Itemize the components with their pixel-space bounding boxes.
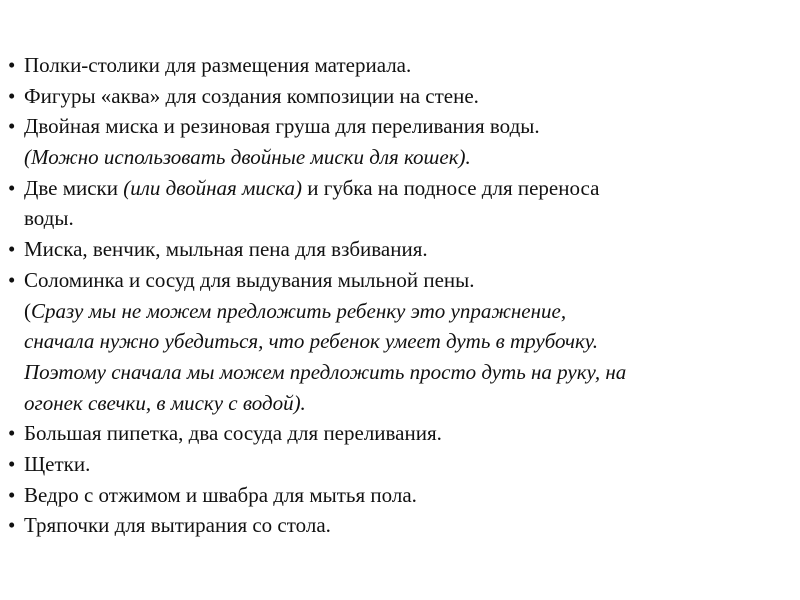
- list-item: [8, 449, 800, 480]
- item-text: Фигуры «аква» для создания композиции на стене.: [24, 83, 479, 108]
- list-item: [8, 265, 800, 296]
- item-text: Щетки.: [24, 451, 91, 476]
- italic-text: Поэтому сначала мы можем предложить просто дуть на руку, на: [24, 359, 627, 384]
- list-item: [8, 234, 800, 265]
- bullet-icon: •: [8, 83, 16, 108]
- italic-text: (Можно использовать двойные миски для кошек).: [24, 145, 471, 170]
- item-text: Две миски: [24, 175, 124, 200]
- bullet-icon: •: [8, 114, 16, 139]
- bullet-icon: •: [8, 267, 16, 292]
- list-item-continuation: [8, 296, 800, 327]
- item-text: (: [24, 298, 31, 323]
- list-item-continuation: [8, 142, 800, 173]
- item-text: Двойная миска и резиновая груша для переливания воды.: [24, 114, 540, 139]
- item-text: Миска, венчик, мыльная пена для взбивания.: [24, 237, 428, 262]
- list-item: [8, 111, 800, 142]
- list-item-continuation: [8, 203, 800, 234]
- italic-text: огонек свечки, в миску с водой).: [24, 390, 306, 415]
- item-text: и губка на подносе для переноса: [302, 175, 600, 200]
- bullet-icon: •: [8, 482, 16, 507]
- italic-text: Сразу мы не можем предложить ребенку это упражнение,: [31, 298, 567, 323]
- bullet-icon: •: [8, 237, 16, 262]
- bullet-icon: •: [8, 421, 16, 446]
- item-text: Большая пипетка, два сосуда для переливания.: [24, 421, 442, 446]
- list-item: [8, 173, 800, 204]
- list-item-continuation: [8, 326, 800, 357]
- item-text: Тряпочки для вытирания со стола.: [24, 513, 331, 538]
- list-item: [8, 50, 800, 81]
- item-text: Соломинка и сосуд для выдувания мыльной пены.: [24, 267, 475, 292]
- italic-text: (или двойная миска): [123, 175, 303, 200]
- bullet-icon: •: [8, 175, 16, 200]
- list-item-continuation: [8, 357, 800, 388]
- materials-list: [8, 50, 800, 541]
- list-item: [8, 480, 800, 511]
- item-text: Ведро с отжимом и швабра для мытья пола.: [24, 482, 417, 507]
- item-text: воды.: [24, 206, 74, 231]
- item-text: Полки-столики для размещения материала.: [24, 53, 412, 77]
- italic-text: сначала нужно убедиться, что ребенок умеет дуть в трубочку.: [24, 329, 599, 354]
- list-item: [8, 510, 800, 541]
- bullet-icon: •: [8, 513, 16, 538]
- list-item-continuation: [8, 388, 800, 419]
- list-item: [8, 418, 800, 449]
- bullet-icon: •: [8, 53, 16, 77]
- list-item: [8, 81, 800, 112]
- bullet-icon: •: [8, 451, 16, 476]
